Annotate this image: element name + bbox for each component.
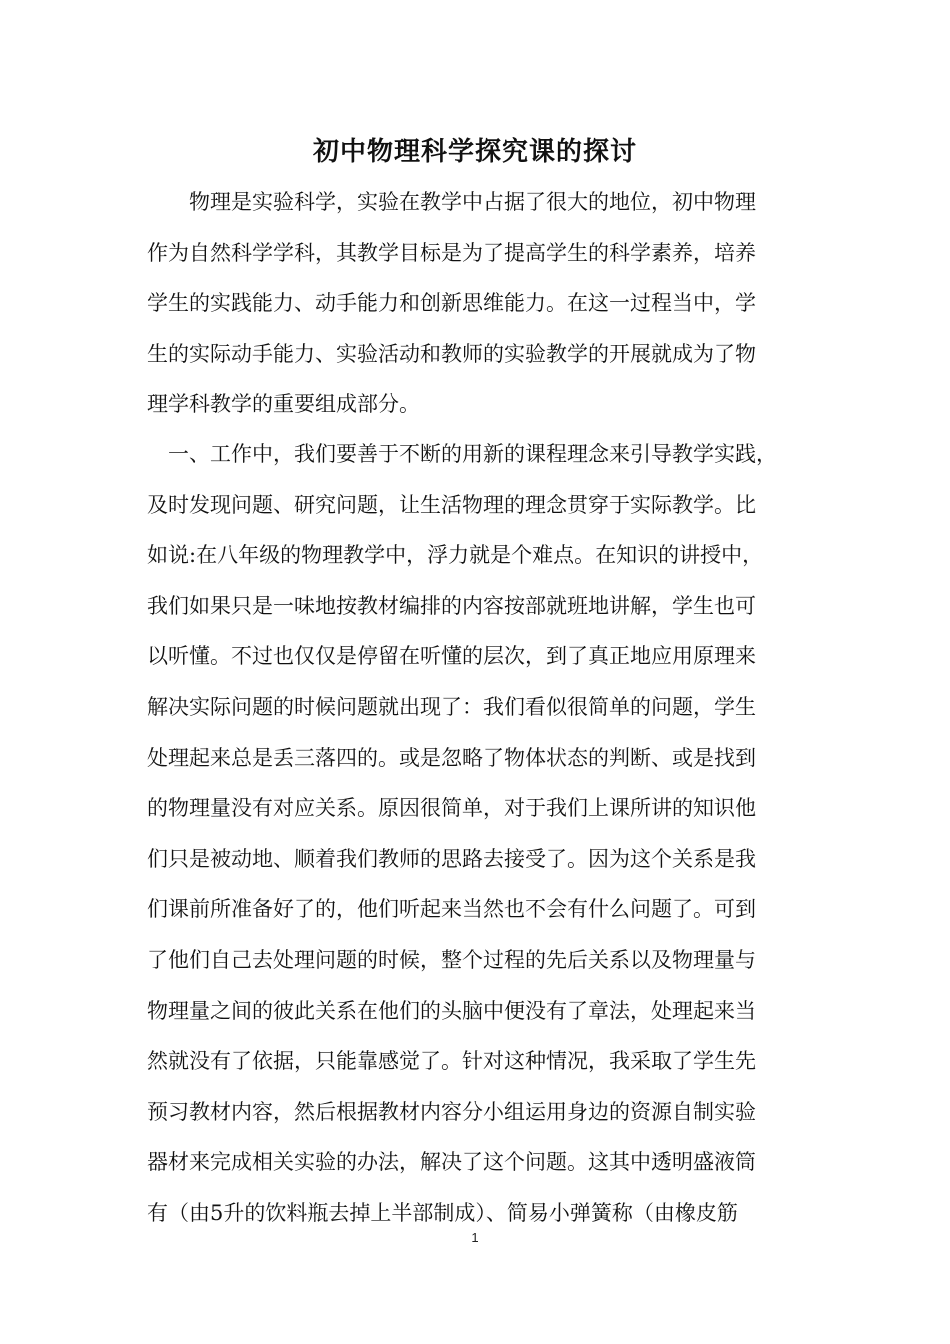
text-line: 们课前所准备好了的，他们听起来当然也不会有什么问题了。可到 xyxy=(147,897,756,922)
text-line: 然就没有了依据，只能靠感觉了。针对这种情况，我采取了学生先 xyxy=(147,1049,756,1074)
text-line: 物理是实验科学，实验在教学中占据了很大的地位，初中物理 xyxy=(189,190,756,214)
text-line: 有（由5升的饮料瓶去掉上半部制成）、简易小弹簧称（由橡皮筋 xyxy=(147,1200,738,1225)
paragraph-intro xyxy=(147,177,807,430)
text-line: 以听懂。不过也仅仅是停留在听懂的层次，到了真正地应用原理来 xyxy=(147,644,756,669)
text-line: 物理量之间的彼此关系在他们的头脑中便没有了章法，处理起来当 xyxy=(147,998,756,1023)
text-line: 理学科教学的重要组成部分。 xyxy=(147,392,420,417)
text-line: 处理起来总是丢三落四的。或是忽略了物体状态的判断、或是找到 xyxy=(147,745,756,770)
text-line: 预习教材内容，然后根据教材内容分小组运用身边的资源自制实验 xyxy=(147,1099,756,1124)
paragraph-section-one xyxy=(147,429,807,1239)
text-line: 一、工作中，我们要善于不断的用新的课程理念来引导教学实践， xyxy=(168,442,777,466)
text-line: 了他们自己去处理问题的时候，整个过程的先后关系以及物理量与 xyxy=(147,947,756,972)
text-line: 作为自然科学学科，其教学目标是为了提高学生的科学素养，培养 xyxy=(147,240,756,265)
text-line: 的物理量没有对应关系。原因很简单，对于我们上课所讲的知识他 xyxy=(147,796,756,821)
page-title: 初中物理科学探究课的探讨 xyxy=(312,137,637,167)
text-line: 生的实际动手能力、实验活动和教师的实验教学的开展就成为了物 xyxy=(147,341,756,366)
text-line: 解决实际问题的时候问题就出现了：我们看似很简单的问题，学生 xyxy=(147,694,756,719)
text-line: 学生的实践能力、动手能力和创新思维能力。在这一过程当中，学 xyxy=(147,291,756,316)
text-line: 如说:在八年级的物理教学中，浮力就是个难点。在知识的讲授中， xyxy=(147,543,764,568)
page-number: 1 xyxy=(471,1230,479,1245)
text-line: 我们如果只是一味地按教材编排的内容按部就班地讲解，学生也可 xyxy=(147,593,756,618)
text-line: 及时发现问题、研究问题，让生活物理的理念贯穿于实际教学。比 xyxy=(147,492,756,517)
text-line: 们只是被动地、顺着我们教师的思路去接受了。因为这个关系是我 xyxy=(147,846,756,871)
text-line: 器材来完成相关实验的办法，解决了这个问题。这其中透明盛液筒 xyxy=(147,1150,756,1175)
